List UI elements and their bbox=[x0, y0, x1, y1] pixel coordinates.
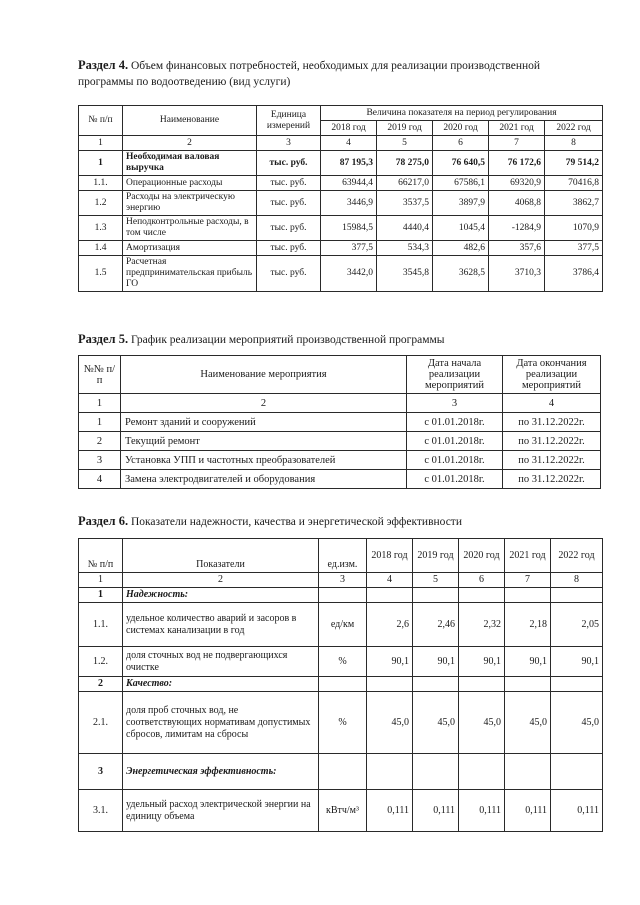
row-value: 482,6 bbox=[433, 241, 489, 256]
section6-number: Раздел 6. bbox=[78, 514, 129, 528]
row-name: Амортизация bbox=[123, 241, 257, 256]
row-value: 1070,9 bbox=[545, 216, 603, 241]
col-number: 7 bbox=[489, 136, 545, 151]
row-value: 45,0 bbox=[459, 692, 505, 754]
row-value: 3446,9 bbox=[321, 191, 377, 216]
row-value: 79 514,2 bbox=[545, 151, 603, 176]
section6-heading bbox=[78, 513, 598, 530]
row-value: 2,18 bbox=[505, 603, 551, 647]
row-value: 534,3 bbox=[377, 241, 433, 256]
row-value: 45,0 bbox=[367, 692, 413, 754]
t4-header-name: Наименование bbox=[123, 106, 257, 136]
row-num: 1.1. bbox=[79, 603, 123, 647]
row-value: -1284,9 bbox=[489, 216, 545, 241]
group-label: Надежность: bbox=[123, 588, 319, 603]
col-number: 2 bbox=[123, 573, 319, 588]
col-number: 2 bbox=[121, 394, 407, 413]
table-row bbox=[79, 692, 603, 754]
row-value: 90,1 bbox=[551, 647, 603, 677]
row-value: 90,1 bbox=[459, 647, 505, 677]
row-num: 1.4 bbox=[79, 241, 123, 256]
row-value: 2,46 bbox=[413, 603, 459, 647]
row-value: 3628,5 bbox=[433, 256, 489, 292]
col-number: 1 bbox=[79, 573, 123, 588]
table-row bbox=[79, 603, 603, 647]
t4-col-numbers-row bbox=[79, 136, 603, 151]
row-name: Установка УПП и частотных преобразователей bbox=[121, 451, 407, 470]
row-value: 3897,9 bbox=[433, 191, 489, 216]
row-value: 1045,4 bbox=[433, 216, 489, 241]
financial-needs-table bbox=[78, 105, 603, 292]
row-unit: % bbox=[319, 692, 367, 754]
table-row bbox=[79, 647, 603, 677]
row-num: 1.3 bbox=[79, 216, 123, 241]
row-value: 3786,4 bbox=[545, 256, 603, 292]
table-row bbox=[79, 176, 603, 191]
col-number: 6 bbox=[433, 136, 489, 151]
row-num: 2 bbox=[79, 432, 121, 451]
row-end: по 31.12.2022г. bbox=[503, 413, 601, 432]
row-value: 87 195,3 bbox=[321, 151, 377, 176]
row-name: Необходимая валовая выручка bbox=[123, 151, 257, 176]
row-unit: тыс. руб. bbox=[257, 256, 321, 292]
group-row bbox=[79, 754, 603, 790]
t6-header-num: № п/п bbox=[79, 539, 123, 573]
group-label: Качество: bbox=[123, 677, 319, 692]
t6-header-year: 2018 год bbox=[367, 539, 413, 573]
row-value: 3545,8 bbox=[377, 256, 433, 292]
t6-header-year: 2019 год bbox=[413, 539, 459, 573]
row-num: 3 bbox=[79, 451, 121, 470]
row-name: доля проб сточных вод, не соответствующих нормативам допустимых сбросов, лимитам на сбросы bbox=[123, 692, 319, 754]
row-name: Расходы на электрическую энергию bbox=[123, 191, 257, 216]
section5-heading bbox=[78, 331, 598, 348]
row-value: 2,32 bbox=[459, 603, 505, 647]
row-value: 4440,4 bbox=[377, 216, 433, 241]
row-num: 1.2. bbox=[79, 647, 123, 677]
col-number: 2 bbox=[123, 136, 257, 151]
row-start: с 01.01.2018г. bbox=[407, 451, 503, 470]
row-value: 66217,0 bbox=[377, 176, 433, 191]
table-row bbox=[79, 413, 601, 432]
table-row bbox=[79, 241, 603, 256]
t5-header-num: №№ п/п bbox=[79, 356, 121, 394]
t6-header-unit: ед.изм. bbox=[319, 539, 367, 573]
col-number: 3 bbox=[407, 394, 503, 413]
row-num: 3.1. bbox=[79, 790, 123, 832]
t4-header-year: 2018 год bbox=[321, 121, 377, 136]
t6-header-year: 2021 год bbox=[505, 539, 551, 573]
row-start: с 01.01.2018г. bbox=[407, 413, 503, 432]
group-num: 1 bbox=[79, 588, 123, 603]
row-value: 45,0 bbox=[505, 692, 551, 754]
row-name: Неподконтрольные расходы, в том числе bbox=[123, 216, 257, 241]
row-name: Расчетная предпринимательская прибыль ГО bbox=[123, 256, 257, 292]
table-row bbox=[79, 432, 601, 451]
row-num: 2.1. bbox=[79, 692, 123, 754]
row-value: 4068,8 bbox=[489, 191, 545, 216]
row-value: 357,6 bbox=[489, 241, 545, 256]
row-value: 2,05 bbox=[551, 603, 603, 647]
row-num: 1.2 bbox=[79, 191, 123, 216]
col-number: 4 bbox=[503, 394, 601, 413]
row-unit: % bbox=[319, 647, 367, 677]
row-value: 377,5 bbox=[321, 241, 377, 256]
row-value: 3862,7 bbox=[545, 191, 603, 216]
row-value: 377,5 bbox=[545, 241, 603, 256]
table-row bbox=[79, 191, 603, 216]
t4-header-num: № п/п bbox=[79, 106, 123, 136]
row-value: 67586,1 bbox=[433, 176, 489, 191]
table-row bbox=[79, 790, 603, 832]
table-row bbox=[79, 451, 601, 470]
row-unit: тыс. руб. bbox=[257, 151, 321, 176]
row-name: удельное количество аварий и засоров в системах канализации в год bbox=[123, 603, 319, 647]
row-end: по 31.12.2022г. bbox=[503, 432, 601, 451]
row-value: 15984,5 bbox=[321, 216, 377, 241]
t5-header-end: Дата окончания реализации мероприятий bbox=[503, 356, 601, 394]
row-value: 90,1 bbox=[367, 647, 413, 677]
section5-number: Раздел 5. bbox=[78, 332, 129, 346]
t5-header-name: Наименование мероприятия bbox=[121, 356, 407, 394]
row-end: по 31.12.2022г. bbox=[503, 470, 601, 489]
row-num: 1 bbox=[79, 413, 121, 432]
row-value: 63944,4 bbox=[321, 176, 377, 191]
t6-col-numbers-row bbox=[79, 573, 603, 588]
t4-header-year: 2020 год bbox=[433, 121, 489, 136]
row-unit: тыс. руб. bbox=[257, 216, 321, 241]
row-value: 2,6 bbox=[367, 603, 413, 647]
col-number: 4 bbox=[367, 573, 413, 588]
row-num: 1.1. bbox=[79, 176, 123, 191]
group-num: 2 bbox=[79, 677, 123, 692]
t5-col-numbers-row bbox=[79, 394, 601, 413]
row-num: 1.5 bbox=[79, 256, 123, 292]
t4-header-year: 2019 год bbox=[377, 121, 433, 136]
col-number: 3 bbox=[319, 573, 367, 588]
col-number: 3 bbox=[257, 136, 321, 151]
group-row bbox=[79, 588, 603, 603]
t4-header-unit: Единица измерений bbox=[257, 106, 321, 136]
section6-title: Показатели надежности, качества и энергетической эффективности bbox=[130, 516, 462, 528]
row-value: 0,111 bbox=[413, 790, 459, 832]
row-name: Ремонт зданий и сооружений bbox=[121, 413, 407, 432]
schedule-table bbox=[78, 355, 601, 489]
row-value: 76 640,5 bbox=[433, 151, 489, 176]
section4-heading bbox=[78, 57, 598, 90]
group-label: Энергетическая эффективность: bbox=[123, 754, 319, 790]
row-start: с 01.01.2018г. bbox=[407, 432, 503, 451]
row-unit: кВтч/м³ bbox=[319, 790, 367, 832]
row-name: Текущий ремонт bbox=[121, 432, 407, 451]
row-unit: тыс. руб. bbox=[257, 176, 321, 191]
t6-header-year: 2020 год bbox=[459, 539, 505, 573]
row-num: 4 bbox=[79, 470, 121, 489]
row-unit: ед/км bbox=[319, 603, 367, 647]
row-value: 3537,5 bbox=[377, 191, 433, 216]
section5-title: График реализации мероприятий производственной программы bbox=[130, 334, 445, 346]
row-value: 0,111 bbox=[459, 790, 505, 832]
row-value: 78 275,0 bbox=[377, 151, 433, 176]
row-name: Замена электродвигателей и оборудования bbox=[121, 470, 407, 489]
row-value: 45,0 bbox=[551, 692, 603, 754]
section4-number: Раздел 4. bbox=[78, 58, 129, 72]
t5-header-start: Дата начала реализации мероприятий bbox=[407, 356, 503, 394]
table-row bbox=[79, 216, 603, 241]
t4-header-year: 2021 год bbox=[489, 121, 545, 136]
table-row bbox=[79, 470, 601, 489]
row-value: 76 172,6 bbox=[489, 151, 545, 176]
col-number: 5 bbox=[377, 136, 433, 151]
col-number: 6 bbox=[459, 573, 505, 588]
table-row bbox=[79, 151, 603, 176]
row-end: по 31.12.2022г. bbox=[503, 451, 601, 470]
row-value: 0,111 bbox=[505, 790, 551, 832]
row-value: 90,1 bbox=[413, 647, 459, 677]
col-number: 1 bbox=[79, 136, 123, 151]
row-value: 0,111 bbox=[551, 790, 603, 832]
t4-header-group: Величина показателя на период регулирования bbox=[321, 106, 603, 121]
col-number: 8 bbox=[551, 573, 603, 588]
row-value: 70416,8 bbox=[545, 176, 603, 191]
row-unit: тыс. руб. bbox=[257, 191, 321, 216]
row-value: 45,0 bbox=[413, 692, 459, 754]
row-value: 0,111 bbox=[367, 790, 413, 832]
t6-header-name: Показатели bbox=[123, 539, 319, 573]
row-value: 3710,3 bbox=[489, 256, 545, 292]
row-unit: тыс. руб. bbox=[257, 241, 321, 256]
row-num: 1 bbox=[79, 151, 123, 176]
row-name: доля сточных вод не подвергающихся очистке bbox=[123, 647, 319, 677]
col-number: 8 bbox=[545, 136, 603, 151]
row-name: удельный расход электрической энергии на единицу объема bbox=[123, 790, 319, 832]
row-value: 90,1 bbox=[505, 647, 551, 677]
group-num: 3 bbox=[79, 754, 123, 790]
row-value: 3442,0 bbox=[321, 256, 377, 292]
row-start: с 01.01.2018г. bbox=[407, 470, 503, 489]
col-number: 5 bbox=[413, 573, 459, 588]
row-name: Операционные расходы bbox=[123, 176, 257, 191]
t6-header-year: 2022 год bbox=[551, 539, 603, 573]
group-row bbox=[79, 677, 603, 692]
table-row bbox=[79, 256, 603, 292]
t4-header-year: 2022 год bbox=[545, 121, 603, 136]
col-number: 4 bbox=[321, 136, 377, 151]
col-number: 1 bbox=[79, 394, 121, 413]
row-value: 69320,9 bbox=[489, 176, 545, 191]
section4-title: Объем финансовых потребностей, необходимых для реализации производственной программы по водоотведению (вид услуги) bbox=[78, 60, 541, 88]
reliability-indicators-table bbox=[78, 538, 603, 832]
col-number: 7 bbox=[505, 573, 551, 588]
